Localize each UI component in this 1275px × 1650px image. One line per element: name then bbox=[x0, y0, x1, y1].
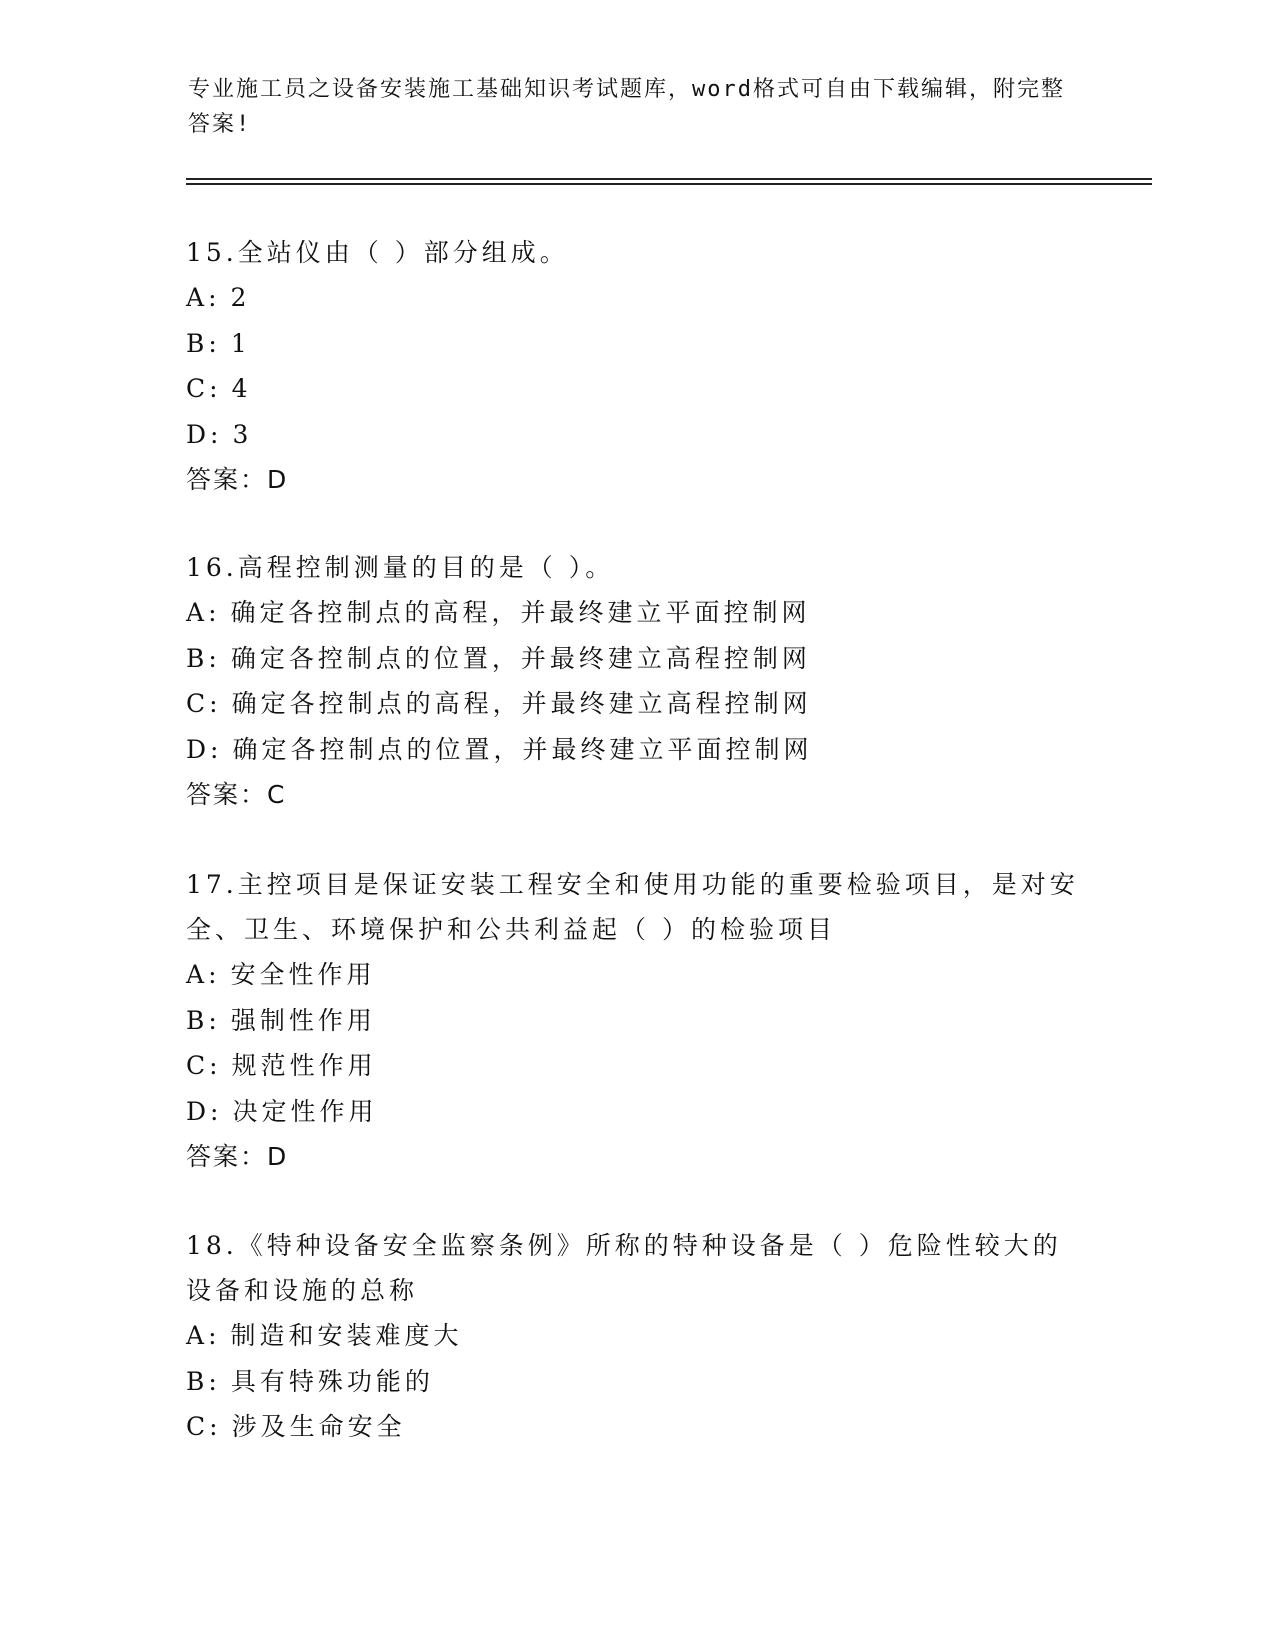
question-17 bbox=[186, 862, 1086, 1179]
option-b: B: 确定各控制点的位置，并最终建立高程控制网 bbox=[186, 643, 811, 673]
option-a: A: 确定各控制点的高程，并最终建立平面控制网 bbox=[186, 598, 811, 627]
option-d: D: 确定各控制点的位置，并最终建立平面控制网 bbox=[186, 734, 813, 764]
option-d: D: 3 bbox=[186, 419, 253, 449]
question-16 bbox=[186, 545, 1086, 817]
question-title: 18.《特种设备安全监察条例》所称的特种设备是（ ）危险性较大的设备和设施的总称 bbox=[186, 1231, 1062, 1305]
option-b: B: 1 bbox=[186, 328, 251, 358]
option-a: A: 2 bbox=[186, 283, 251, 312]
header-rule-bottom bbox=[186, 183, 1152, 185]
option-b: B: 强制性作用 bbox=[186, 1005, 376, 1035]
option-a: A: 制造和安装难度大 bbox=[186, 1321, 463, 1350]
question-title: 15.全站仪由（ ）部分组成。 bbox=[186, 238, 569, 267]
question-15 bbox=[186, 230, 1086, 502]
option-a: A: 安全性作用 bbox=[186, 960, 376, 989]
option-c: C: 规范性作用 bbox=[186, 1051, 377, 1080]
document-header: 专业施工员之设备安装施工基础知识考试题库，word格式可自由下载编辑，附完整答案! bbox=[188, 77, 1065, 137]
option-c: C: 涉及生命安全 bbox=[186, 1412, 406, 1441]
answer: 答案：C bbox=[186, 780, 287, 809]
answer: 答案：D bbox=[186, 465, 289, 494]
option-c: C: 4 bbox=[186, 374, 252, 403]
header-rule-top bbox=[186, 178, 1152, 180]
question-title: 17.主控项目是保证安装工程安全和使用功能的重要检验项目，是对安全、卫生、环境保护和公共利益起（ ）的检验项目 bbox=[186, 870, 1079, 944]
option-b: B: 具有特殊功能的 bbox=[186, 1366, 434, 1396]
question-title: 16.高程控制测量的目的是（ ）。 bbox=[186, 553, 615, 582]
answer: 答案：D bbox=[186, 1142, 289, 1171]
option-d: D: 决定性作用 bbox=[186, 1096, 378, 1126]
question-18 bbox=[186, 1223, 1086, 1450]
option-c: C: 确定各控制点的高程，并最终建立高程控制网 bbox=[186, 689, 812, 718]
